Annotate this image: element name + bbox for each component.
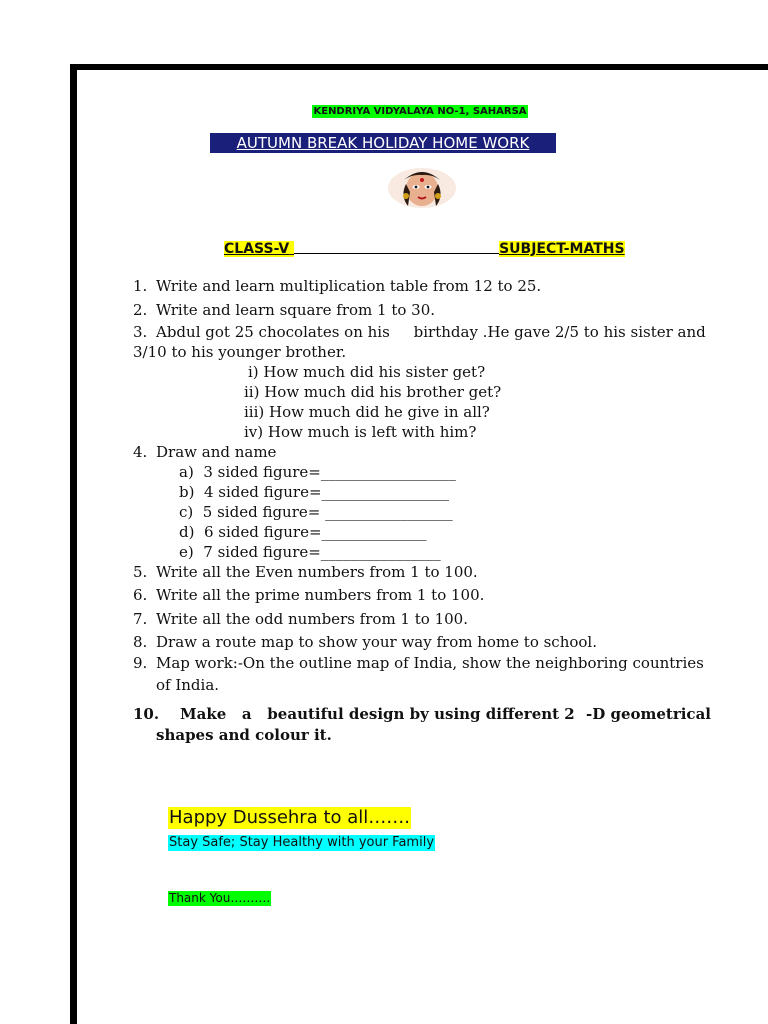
stay-safe-text: Stay Safe; Stay Healthy with your Family [169, 835, 435, 850]
sub-question: c) 5 sided figure= _________________ [179, 503, 453, 521]
sub-question: ii) How much did his brother get? [244, 383, 502, 401]
thank-you-text: Thank You………. [169, 891, 271, 905]
school-name: KENDRIYA VIDYALAYA NO-1, SAHARSA [313, 106, 527, 117]
list-item: 10. Make a beautiful design by using different 2 -D geometrical shapes and colour it. [133, 705, 711, 744]
goddess-face-icon [386, 166, 458, 210]
class-label: CLASS-V [224, 241, 290, 257]
class-subject-line [224, 241, 625, 257]
page-border-top [70, 64, 768, 70]
sub-question: e) 7 sided figure=________________ [179, 543, 441, 561]
sub-question: iv) How much is left with him? [244, 423, 477, 441]
sub-question: iii) How much did he give in all? [244, 403, 490, 421]
greeting-text: Happy Dussehra to all……. [169, 807, 410, 828]
sub-question: i) How much did his sister get? [248, 363, 486, 381]
sub-question: b) 4 sided figure=_________________ [179, 483, 450, 501]
sub-question: a) 3 sided figure=__________________ [179, 463, 456, 481]
separator-line [294, 253, 499, 254]
page-border-left [70, 64, 77, 1024]
sub-question: d) 6 sided figure=______________ [179, 523, 427, 541]
document-title: AUTUMN BREAK HOLIDAY HOME WORK [210, 133, 556, 153]
subject-label: SUBJECT-MATHS [499, 241, 625, 257]
